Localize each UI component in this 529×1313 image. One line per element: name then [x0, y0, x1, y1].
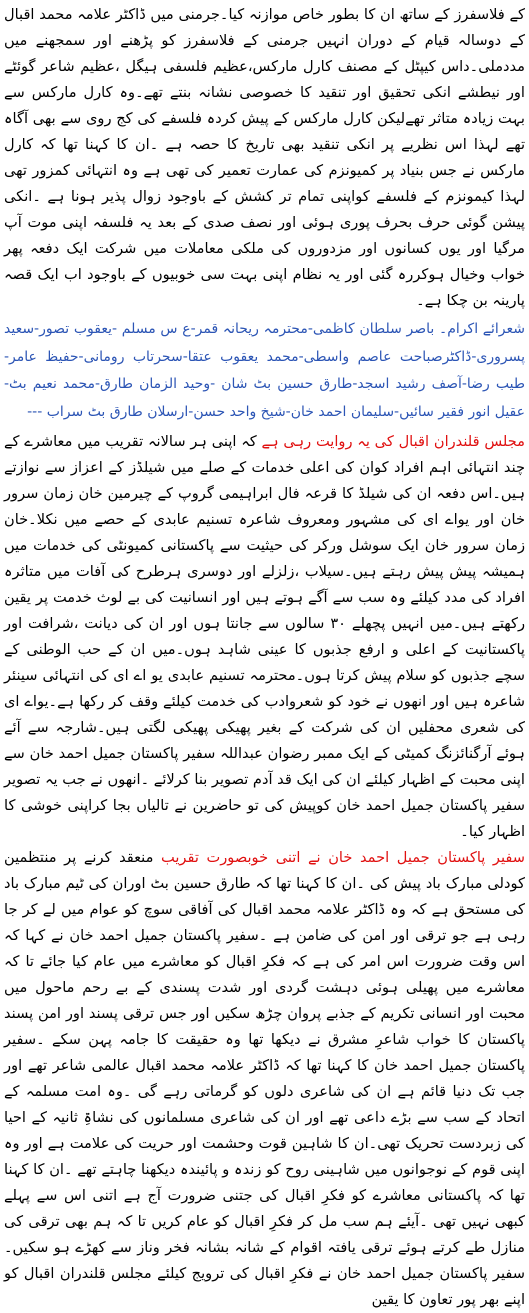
- highlight-red-ambassador: سفیر پاکستان جمیل احمد خان نے اتنی خوبصورت تقریب: [161, 849, 525, 866]
- highlight-red-majlis: مجلس قلندران اقبال کی یہ روایت رہی ہے: [261, 433, 525, 450]
- paragraph-shields-body: کہ اپنی ہر سالانہ تقریب میں معاشرے کے چند انتہائی اہم افراد کوان کی اعلی خدمات کے صلے میں شیلڈز کے اعزاز سے نوازتے ہیں۔اس دفعہ ان کی شیلڈ کا قرعہ فال ابراہیمی گروپ کے چیرمین خان زمان سرور خان اور یواے ای کی مشہور ومعروف شاعرہ تسنیم عابدی کے حصے میں نکلا۔خان زمان سرور خان ایک سوشل ورکر کی حیثیت سے پاکستانی کمیونٹی کی خدمات میں ہمیشہ پیش پیش رہتے ہیں۔سیلاب ،زلزلے اور دوسری ہرطرح کی آفات میں متاثرہ افراد کی مدد کیلئے وہ سب سے آگے ہوتے ہیں اور انسانیت کی بے لوث خدمت پر یقین رکھتے ہیں۔میں انہیں پچھلے ٣٠ سالوں سے جانتا ہوں اور ان کی دیانت ،شرافت اور پاکستانیت کے اعلی و ارفع جذبوں کا عینی شاہد ہوں۔میں ان کے حب الوطنی کے سچے جذبوں کو سلام پیش کرتا ہوں۔محترمہ تسنیم عابدی یو اے ای کی انتہائی سینئر شاعرہ ہیں اور انھوں نے خود کو شعروادب کی خدمت کیلئے وقف کر رکھا ہے۔یواے ای کی شعری محفلیں ان کی شرکت کے بغیر پھیکی پھیکی لگتی ہیں۔شارجہ سے آئے ہوئے آرگنائزنگ کمیٹی کے ایک ممبر رضوان عبداللہ سفیر پاکستان جمیل احمد خان سے اپنی محبت کے اظہار کیلئے ان کی ایک قد آدم تصویر بنا کرلائے ۔انھوں نے جب یہ تصویر سفیر پاکستان جمیل احمد خان کوپیش کی تو حاضرین نے تالیاں بجا کراپنی خوشی کا اظہار کیا۔: [4, 433, 526, 840]
- paragraph-iqbal-philosophy: کے فلاسفرز کے ساتھ ان کا بطور خاص موازنہ کیا۔جرمنی میں ڈاکٹر علامہ محمد اقبال کے دوسالہ قیام کے دوران انہیں جرمنی کے فلاسفرز کو پڑھنے اور سمجھنے میں مددملی۔داس کیپٹل کے مصنف کارل مارکس،عظیم فلسفی ہیگل ،عظیم شاعر گوئٹے اور نیطشے انکی تحقیق اور تنقید کا خصوصی نشانہ بنتے تھے۔وہ کارل مارکس سے بہت زیادہ متاثر تھےلیکن کارل مارکس کے پیش کردہ فلسفے کی کج روی سے بھی آگاہ تھے لہذا اس نظریے پر انکی تنقید بھی تاریخ کا حصہ ہے ۔ان کا کہنا تھا کہ کارل مارکس نے جس بنیاد پر کمیونزم کی عمارت تعمیر کی تھی ہے وہ انتہائی کمزور تھی لہذا کیمونزم کے فلسفے کواپنی تمام تر کشش کے باوجود زوال پذیر ہونا ہے ۔انکی پیشن گوئی حرف بحرف پوری ہوئی اور نصف صدی کے بعد یہ فلسفہ اپنی موت آپ مرگیا اور یوں کسانوں اور مزدوروں کی ملکی معاملات میں شرکت ایک دفعہ پھر خواب وخیال ہوکررہ گئی اور یہ نظام اپنی بہت سی خوبیوں کے باوجود اب ایک قصہ پارینہ بن چکا ہے۔: [4, 6, 525, 309]
- paragraph-ambassador-body: منعقد کرنے پر منتظمین کودلی مبارک باد پیش کی ۔ان کا کہنا تھا کہ طارق حسین بٹ اوران کی ٹیم مبارک باد کی مستحق ہے کہ وہ ڈاکٹر علامہ محمد اقبال کی آفاقی سوچ کو عوام میں لے کر جا رہی ہے جو ترقی اور امن کی ضامن ہے ۔سفیر پاکستان جمیل احمد خان نے کہا کہ اس وقت ضرورت اس امر کی ہے کہ فکرِ اقبال کو معاشرے میں عام کیا جائے تا کہ معاشرے میں پھیلی ہوئی دہشت گردی اور شدت پسندی کے بے رحم ماحول میں محبت اور انسانی تکریم کے جذبے پروان چڑھ سکیں اور جس ترقی پسند اور امن پسند پاکستان کا خواب شاعرِ مشرق نے دیکھا تھا وہ حقیقت کا جامہ پہن سکے ۔سفیر پاکستان جمیل احمد خان کا کہنا تھا کہ ڈاکٹر علامہ محمد اقبال عالمی شاعر تھے اور جب تک دنیا قائم ہے ان کی شاعری دلوں کو گرماتی رہے گی ۔وہ امت مسلمہ کے اتحاد کے سب سے بڑے داعی تھے اور ان کی شاعری مسلمانوں کی نشاۃِ ثانیہ کے احیا کی زبردست تحریک تھی۔ان کا شاہین قوت وحشمت اور حریت کی علامت ہے اور وہ اپنی قوم کے نوجوانوں میں شاہینی روح کو زندہ و پائیندہ دیکھنا چاہتے تھے ۔ان کا کہنا تھا کہ پاکستانی معاشرے کو فکرِ اقبال کی جتنی ضرورت آج ہے اتنی اس سے پہلے کبھی نہیں تھی ۔آیئے ہم سب مل کر فکرِ اقبال کو عام کریں تا کہ ہم بھی ترقی کی منازل طے کرتے ہوئے ترقی یافتہ اقوام کے شانہ بشانہ فخر وناز سے کھڑے ہو سکیں۔سفیر پاکستان جمیل احمد خان نے فکرِ اقبال کی ترویج کیلئے مجلس قلندران اقبال کو اپنے بھر پور تعاون کا یقین: [4, 849, 525, 1308]
- paragraph-shields-award: [4, 429, 525, 845]
- poets-list: شعرائے اکرام۔ باصر سلطان کاظمی-محترمہ ریحانہ قمر-ع س مسلم -یعقوب تصور-سعید پسروری-ڈاکٹرصباحت عاصم واسطی-محمد یعقوب عتقا-سحرتاب رومانی-حفیظ عامر-طیب رضا-آصف رشید اسجد-طارق حسین بٹ شان -وحید الزمان طارق-محمد نعیم بٹ-عقیل انور فقیر سائیں-سلیمان احمد خان-شیخ واحد حسن-ارسلان طارق بٹ سراب ---: [4, 321, 525, 420]
- paragraph-ambassador-speech: [4, 845, 525, 1313]
